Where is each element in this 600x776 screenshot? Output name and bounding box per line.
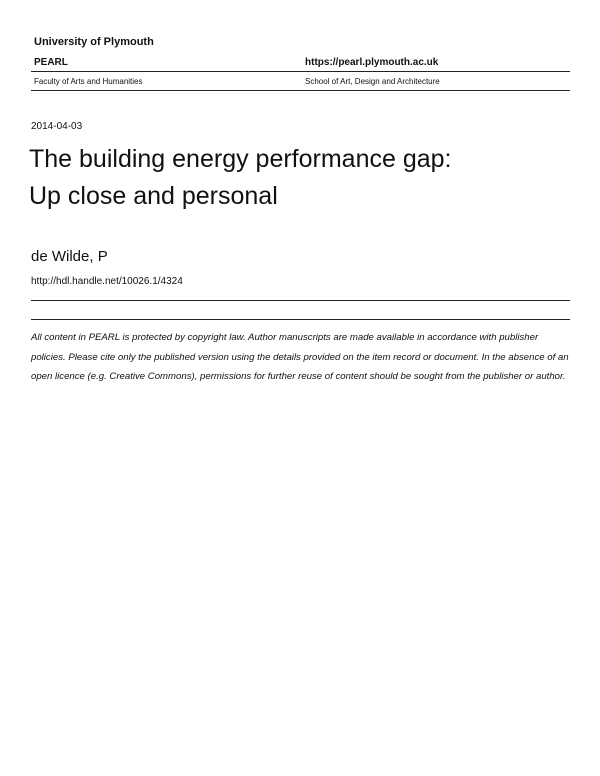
faculty-name: Faculty of Arts and Humanities <box>34 77 143 86</box>
author-name: de Wilde, P <box>31 248 108 265</box>
header-divider <box>31 71 570 72</box>
faculty-divider <box>31 90 570 91</box>
repository-url[interactable]: https://pearl.plymouth.ac.uk <box>305 57 439 68</box>
publication-date: 2014-04-03 <box>31 121 83 132</box>
copyright-disclaimer: All content in PEARL is protected by copyright law. Author manuscripts are made available in accordance with publisher policies. Please cite only the published version using the details provided on the item record or document. In the absence of an open licence (e.g. Creative Commons), permissions for further reuse of content should be sought from the publisher or author. <box>31 332 569 382</box>
document-title <box>29 141 569 215</box>
title-line-1: The building energy performance gap: <box>29 145 452 173</box>
record-divider-top <box>31 300 570 301</box>
record-divider-bottom <box>31 319 570 320</box>
handle-link[interactable]: http://hdl.handle.net/10026.1/4324 <box>31 276 183 287</box>
school-name: School of Art, Design and Architecture <box>305 77 440 86</box>
title-line-2: Up close and personal <box>29 182 278 210</box>
repository-name: PEARL <box>34 57 68 68</box>
institution-name: University of Plymouth <box>34 36 154 48</box>
